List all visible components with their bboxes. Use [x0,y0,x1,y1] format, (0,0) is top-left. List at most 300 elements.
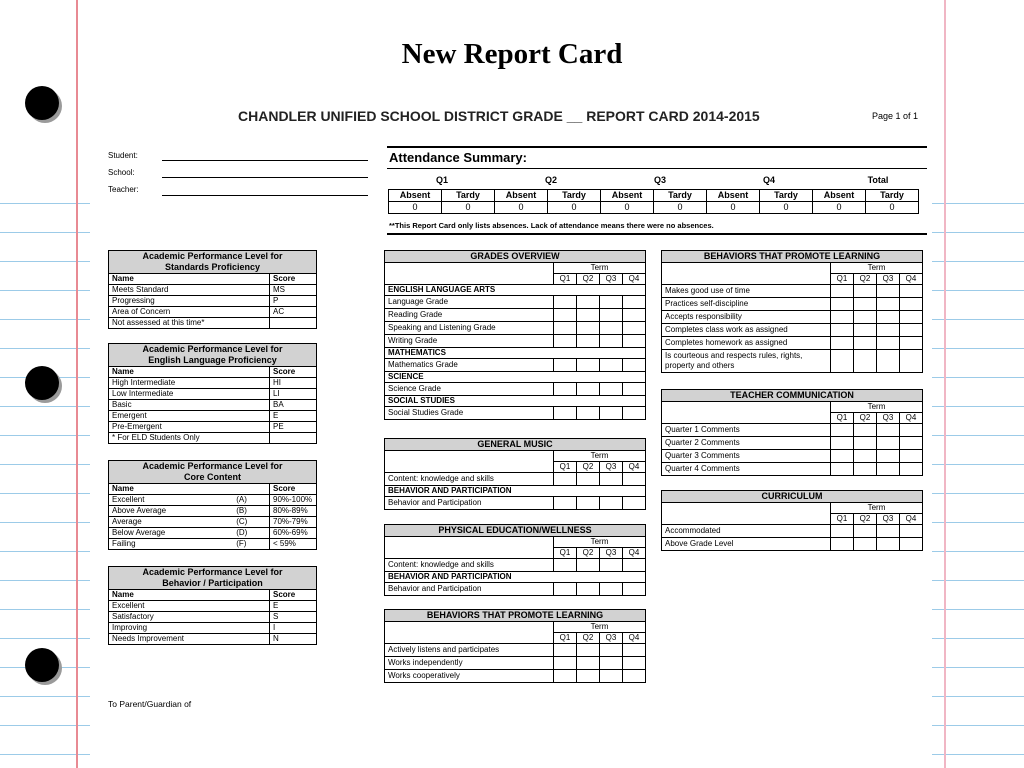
score-header: Score [270,367,317,378]
legend-row: Satisfactory S [109,612,317,623]
section-label: ENGLISH LANGUAGE ARTS [385,285,646,296]
grade-cell[interactable] [900,311,923,324]
row-label: Completes class work as assigned [662,324,831,337]
header-spacer [662,263,831,285]
attendance-value: 0 [389,202,442,214]
grade-cell[interactable] [554,657,577,670]
grade-row [662,437,923,450]
grade-cell[interactable] [577,473,600,486]
grade-cell[interactable] [600,322,623,335]
header-spacer [385,537,554,559]
grade-row [662,525,923,538]
legend-title: Academic Performance Level for Core Content [109,461,317,484]
grade-cell[interactable] [600,407,623,420]
quarter-header: Q1 [554,548,577,559]
legend-standards-proficiency [108,250,317,329]
section-label: MATHEMATICS [385,348,646,359]
attendance-quarter-label: Total [867,175,889,185]
grade-cell[interactable] [623,407,646,420]
grade-cell[interactable] [554,583,577,596]
grade-cell[interactable] [854,525,877,538]
legend-row: Emergent E [109,411,317,422]
section-header-row [385,396,646,407]
grade-row [385,335,646,348]
attendance-value: 0 [654,202,707,214]
row-label: Above Grade Level [662,538,831,551]
section-header-row [385,372,646,383]
grade-row [385,559,646,572]
grade-cell[interactable] [623,559,646,572]
row-label: Accepts responsibility [662,311,831,324]
grade-cell[interactable] [600,497,623,510]
grade-cell[interactable] [831,298,854,311]
grade-cell[interactable] [831,337,854,350]
student-label: Student: [108,151,138,160]
tardy-header: Tardy [760,190,813,202]
grade-cell[interactable] [900,324,923,337]
grade-cell[interactable] [577,559,600,572]
row-label: Quarter 3 Comments [662,450,831,463]
attendance-quarter-label: Q2 [544,175,557,185]
grade-row [385,296,646,309]
grade-cell[interactable] [554,322,577,335]
grade-cell[interactable] [600,644,623,657]
row-label: Makes good use of time [662,285,831,298]
grade-cell[interactable] [577,335,600,348]
grade-cell[interactable] [831,437,854,450]
term-header: Term [831,503,923,514]
legend-row: Average (C) 70%-79% [109,517,317,528]
legend-core-content [108,460,317,550]
grade-cell[interactable] [577,407,600,420]
grade-cell[interactable] [623,657,646,670]
section-label: BEHAVIOR AND PARTICIPATION [385,486,646,497]
physical-education-table [384,524,646,596]
grade-cell[interactable] [831,463,854,476]
tardy-header: Tardy [442,190,495,202]
grade-cell[interactable] [877,311,900,324]
grade-cell[interactable] [554,644,577,657]
row-label: Completes homework as assigned [662,337,831,350]
grade-cell[interactable] [900,285,923,298]
absent-header: Absent [813,190,866,202]
attendance-title: Attendance Summary: [389,150,527,165]
attendance-title-rule [387,168,927,169]
grade-cell[interactable] [854,463,877,476]
curriculum-table [661,490,923,551]
quarter-header: Q3 [600,462,623,473]
grade-cell[interactable] [900,450,923,463]
section-header-row [385,486,646,497]
grade-cell[interactable] [831,450,854,463]
attendance-value: 0 [601,202,654,214]
grade-cell[interactable] [831,350,854,373]
grade-cell[interactable] [623,322,646,335]
tardy-header: Tardy [548,190,601,202]
row-label: Content: knowledge and skills [385,559,554,572]
legend-english-language-proficiency [108,343,317,444]
legend-row: Area of Concern AC [109,307,317,318]
grade-cell[interactable] [577,497,600,510]
grade-row [385,583,646,596]
grade-cell[interactable] [831,285,854,298]
table-title: GRADES OVERVIEW [385,251,646,263]
absent-header: Absent [389,190,442,202]
grade-cell[interactable] [877,437,900,450]
row-label: Accommodated [662,525,831,538]
grade-cell[interactable] [854,350,877,373]
grade-row [385,383,646,396]
grade-cell[interactable] [600,583,623,596]
grade-cell[interactable] [854,298,877,311]
legend-row: Low Intermediate LI [109,389,317,400]
term-header: Term [554,537,646,548]
row-label: Social Studies Grade [385,407,554,420]
row-label: Quarter 4 Comments [662,463,831,476]
header-spacer [385,622,554,644]
grade-cell[interactable] [577,309,600,322]
legend-row: Needs Improvement N [109,634,317,645]
punch-hole [25,366,59,400]
legend-title: Academic Performance Level for English Language Proficiency [109,344,317,367]
section-label: SOCIAL STUDIES [385,396,646,407]
quarter-header: Q3 [877,514,900,525]
grade-row [385,497,646,510]
punch-hole [25,86,59,120]
grade-cell[interactable] [900,463,923,476]
legend-row: Below Average (D) 60%-69% [109,528,317,539]
grade-cell[interactable] [577,670,600,683]
row-label: Language Grade [385,296,554,309]
term-header: Term [831,402,923,413]
grade-row [662,450,923,463]
grade-cell[interactable] [877,538,900,551]
table-title: TEACHER COMMUNICATION [662,390,923,402]
grade-cell[interactable] [554,359,577,372]
grade-row [662,538,923,551]
section-label: SCIENCE [385,372,646,383]
teacher-label: Teacher: [108,185,139,194]
grade-cell[interactable] [854,337,877,350]
quarter-header: Q1 [831,274,854,285]
quarter-header: Q1 [554,633,577,644]
attendance-value: 0 [866,202,919,214]
grade-row [385,473,646,486]
grade-cell[interactable] [554,473,577,486]
quarter-header: Q4 [900,514,923,525]
quarter-header: Q4 [623,633,646,644]
attendance-value: 0 [760,202,813,214]
grade-cell[interactable] [623,583,646,596]
attendance-quarter-label: Q3 [653,175,666,185]
table-title: BEHAVIORS THAT PROMOTE LEARNING [385,610,646,622]
table-title: BEHAVIORS THAT PROMOTE LEARNING [662,251,923,263]
table-title: CURRICULUM [662,491,923,503]
grade-cell[interactable] [900,350,923,373]
grade-cell[interactable] [877,450,900,463]
attendance-quarter-label: Q4 [762,175,775,185]
row-label: Behavior and Participation [385,583,554,596]
grade-row [385,644,646,657]
absent-header: Absent [601,190,654,202]
grade-cell[interactable] [600,309,623,322]
row-label: Quarter 1 Comments [662,424,831,437]
grade-row [385,359,646,372]
attendance-value: 0 [707,202,760,214]
grade-cell[interactable] [854,538,877,551]
grade-row [662,463,923,476]
header-spacer [662,503,831,525]
attendance-value: 0 [495,202,548,214]
grade-cell[interactable] [577,583,600,596]
grade-cell[interactable] [877,350,900,373]
grade-cell[interactable] [854,324,877,337]
legend-row: Not assessed at this time* [109,318,317,329]
grade-cell[interactable] [623,670,646,683]
quarter-header: Q2 [854,274,877,285]
name-header: Name [109,484,270,495]
margin-line-left [76,0,78,768]
grade-row [385,670,646,683]
grade-cell[interactable] [600,296,623,309]
legend-title: Academic Performance Level for Standards Proficiency [109,251,317,274]
grade-cell[interactable] [877,298,900,311]
grade-row [662,298,923,311]
score-header: Score [270,590,317,601]
tardy-header: Tardy [866,190,919,202]
legend-row: Meets Standard MS [109,285,317,296]
legend-row: Progressing P [109,296,317,307]
teacher-field-line [162,195,368,196]
quarter-header: Q2 [577,548,600,559]
legend-title: Academic Performance Level for Behavior / Participation [109,567,317,590]
grade-cell[interactable] [623,383,646,396]
quarter-header: Q1 [554,274,577,285]
grade-cell[interactable] [554,335,577,348]
legend-row: Above Average (B) 80%-89% [109,506,317,517]
grade-cell[interactable] [577,296,600,309]
grade-cell[interactable] [554,383,577,396]
behaviors-promote-learning-table [384,609,646,683]
grade-cell[interactable] [623,335,646,348]
grade-cell[interactable] [600,383,623,396]
student-field-line [162,160,368,161]
grade-cell[interactable] [854,285,877,298]
grade-cell[interactable] [831,525,854,538]
attendance-note: **This Report Card only lists absences. Lack of attendance means there were no absences. [389,221,714,230]
header-spacer [662,402,831,424]
grade-row [662,337,923,350]
grade-row [662,324,923,337]
term-header: Term [554,451,646,462]
grade-cell[interactable] [554,497,577,510]
grade-cell[interactable] [900,337,923,350]
quarter-header: Q3 [600,548,623,559]
legend-row: Excellent (A) 90%-100% [109,495,317,506]
name-header: Name [109,590,270,601]
quarter-header: Q3 [877,413,900,424]
page-number: Page 1 of 1 [872,111,919,121]
row-label: Mathematics Grade [385,359,554,372]
grade-row [385,657,646,670]
section-header-row [385,572,646,583]
grade-cell[interactable] [623,644,646,657]
quarter-header: Q2 [577,462,600,473]
punch-hole [25,648,59,682]
grade-cell[interactable] [854,424,877,437]
grade-cell[interactable] [623,473,646,486]
general-music-table [384,438,646,510]
attendance-value: 0 [442,202,495,214]
quarter-header: Q4 [900,274,923,285]
grade-cell[interactable] [831,311,854,324]
legend-row: Improving I [109,623,317,634]
grade-cell[interactable] [600,559,623,572]
name-header: Name [109,274,270,285]
grade-cell[interactable] [577,383,600,396]
grade-cell[interactable] [600,335,623,348]
section-header-row [385,285,646,296]
grade-cell[interactable] [877,285,900,298]
header-spacer [385,263,554,285]
grade-cell[interactable] [854,450,877,463]
grade-cell[interactable] [577,657,600,670]
legend-row: Pre-Emergent PE [109,422,317,433]
quarter-header: Q1 [831,514,854,525]
quarter-header: Q4 [623,548,646,559]
grade-cell[interactable] [623,359,646,372]
attendance-top-rule [387,146,927,148]
attendance-value: 0 [548,202,601,214]
grade-cell[interactable] [900,525,923,538]
header-spacer [385,451,554,473]
grade-cell[interactable] [900,538,923,551]
section-label: BEHAVIOR AND PARTICIPATION [385,572,646,583]
absent-header: Absent [495,190,548,202]
row-label: Works cooperatively [385,670,554,683]
row-label: Writing Grade [385,335,554,348]
grade-cell[interactable] [877,463,900,476]
grade-cell[interactable] [554,296,577,309]
legend-row: Excellent E [109,601,317,612]
grade-cell[interactable] [554,309,577,322]
parent-guardian-label: To Parent/Guardian of [108,699,192,709]
quarter-header: Q2 [577,274,600,285]
row-label: Behavior and Participation [385,497,554,510]
grade-cell[interactable] [877,337,900,350]
grade-row [662,350,923,373]
grade-cell[interactable] [600,359,623,372]
row-label: Speaking and Listening Grade [385,322,554,335]
grade-row [662,424,923,437]
grade-cell[interactable] [554,670,577,683]
quarter-header: Q2 [577,633,600,644]
quarter-header: Q3 [600,274,623,285]
teacher-communication-table [661,389,923,476]
grades-overview-table [384,250,646,420]
grade-cell[interactable] [877,424,900,437]
legend-row: Basic BA [109,400,317,411]
score-header: Score [270,274,317,285]
attendance-bottom-rule [387,233,927,235]
grade-row [662,311,923,324]
quarter-header: Q3 [600,633,623,644]
legend-row: Failing (F) < 59% [109,539,317,550]
term-header: Term [554,622,646,633]
attendance-value: 0 [813,202,866,214]
section-header-row [385,348,646,359]
grade-row [385,407,646,420]
behaviors-promote-learning-table [661,250,923,373]
score-header: Score [270,484,317,495]
attendance-table [388,189,919,214]
grade-cell[interactable] [900,298,923,311]
row-label: Works independently [385,657,554,670]
grade-cell[interactable] [877,324,900,337]
grade-row [385,322,646,335]
grade-cell[interactable] [600,473,623,486]
grade-cell[interactable] [577,322,600,335]
grade-cell[interactable] [831,538,854,551]
attendance-quarter-label: Q1 [435,175,448,185]
grade-cell[interactable] [831,324,854,337]
margin-line-right [944,0,946,768]
grade-row [662,285,923,298]
row-label: Quarter 2 Comments [662,437,831,450]
quarter-header: Q2 [854,514,877,525]
slide-title: New Report Card [401,38,623,70]
grade-cell[interactable] [877,525,900,538]
term-header: Term [831,263,923,274]
grade-cell[interactable] [854,437,877,450]
term-header: Term [554,263,646,274]
grade-cell[interactable] [623,309,646,322]
grade-cell[interactable] [623,296,646,309]
quarter-header: Q1 [554,462,577,473]
quarter-header: Q1 [831,413,854,424]
grade-cell[interactable] [900,437,923,450]
quarter-header: Q3 [877,274,900,285]
quarter-header: Q4 [623,274,646,285]
grade-cell[interactable] [900,424,923,437]
row-label: Actively listens and participates [385,644,554,657]
grade-cell[interactable] [554,407,577,420]
row-label: Content: knowledge and skills [385,473,554,486]
grade-cell[interactable] [577,359,600,372]
legend-row: * For ELD Students Only [109,433,317,444]
quarter-header: Q4 [623,462,646,473]
absent-header: Absent [707,190,760,202]
grade-cell[interactable] [577,644,600,657]
grade-cell[interactable] [554,559,577,572]
table-title: PHYSICAL EDUCATION/WELLNESS [385,525,646,537]
table-title: GENERAL MUSIC [385,439,646,451]
legend-behavior-participation [108,566,317,645]
grade-cell[interactable] [623,497,646,510]
grade-cell[interactable] [854,311,877,324]
legend-row: High Intermediate HI [109,378,317,389]
row-label: Is courteous and respects rules, rights, property and others [662,350,831,373]
grade-cell[interactable] [600,670,623,683]
row-label: Science Grade [385,383,554,396]
report-card-heading: CHANDLER UNIFIED SCHOOL DISTRICT GRADE __ REPORT CARD 2014-2015 [238,108,760,124]
grade-cell[interactable] [600,657,623,670]
school-field-line [162,177,368,178]
grade-cell[interactable] [831,424,854,437]
grade-row [385,309,646,322]
name-header: Name [109,367,270,378]
quarter-header: Q2 [854,413,877,424]
